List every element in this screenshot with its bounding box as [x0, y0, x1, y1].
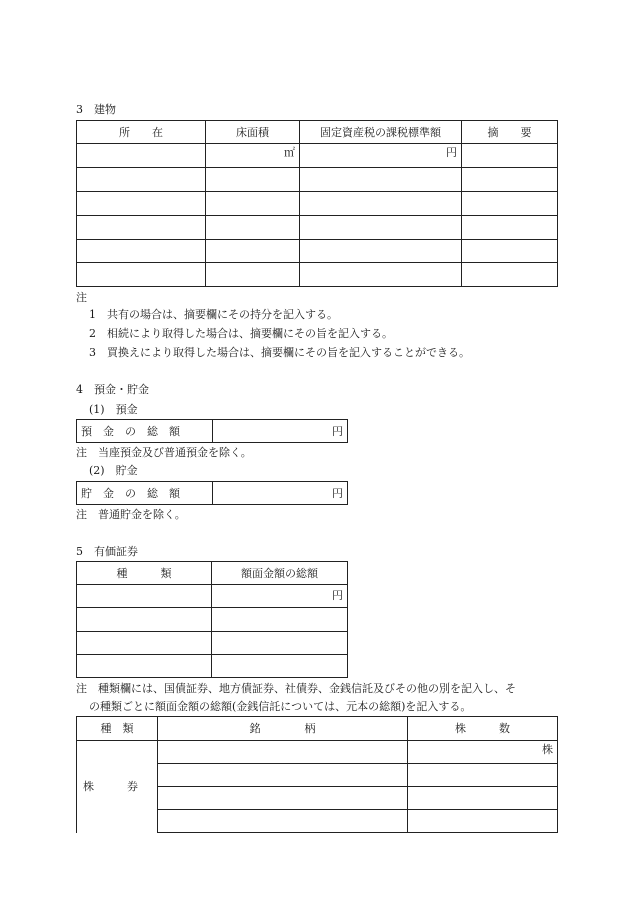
securities-table [76, 561, 348, 678]
cell [77, 144, 206, 168]
cell [462, 144, 558, 168]
securities-note-line-1: 注 種類欄には、国債証券、地方債証券、社債券、金銭信託及びその他の別を記入し、そ [76, 682, 516, 695]
postal-total-value: 円 [213, 482, 348, 505]
postal-total-table [76, 481, 348, 505]
savings-total-table [76, 419, 348, 443]
cell-share-unit: 株 [408, 741, 558, 764]
table-row [77, 192, 558, 216]
col-type: 種 類 [77, 562, 212, 585]
table-row [77, 655, 348, 678]
col-remarks: 摘 要 [462, 121, 558, 144]
buildings-note-2: 2 相続により取得した場合は、摘要欄にその旨を記入する。 [89, 327, 393, 340]
col-issue-name: 銘 柄 [158, 717, 408, 741]
table-row [77, 585, 348, 608]
stocks-row-label: 株 券 [77, 741, 158, 833]
section-5-heading: 5 有価証券 [76, 545, 138, 558]
buildings-note-1: 1 共有の場合は、摘要欄にその持分を記入する。 [89, 308, 338, 321]
col-face-value-total: 額面金額の総額 [212, 562, 348, 585]
postal-note: 注 普通貯金を除く。 [76, 508, 186, 521]
savings-total-value: 円 [213, 420, 348, 443]
securities-note-line-2: の種類ごとに額面金額の総額(金銭信託については、元本の総額)を記入する。 [89, 700, 472, 713]
postal-total-label: 貯 金 の 総 額 [77, 482, 213, 505]
cell-yen-unit: 円 [300, 144, 462, 168]
table-row [77, 632, 348, 655]
table-row [77, 263, 558, 287]
col-location: 所 在 [77, 121, 206, 144]
section-3-heading: 3 建物 [76, 103, 116, 116]
buildings-table [76, 120, 558, 287]
section-4-heading: 4 預金・貯金 [76, 383, 149, 396]
buildings-note-3: 3 買換えにより取得した場合は、摘要欄にその旨を記入することができる。 [89, 346, 470, 359]
postal-savings-heading: (2) 貯金 [89, 464, 138, 477]
table-row [77, 144, 558, 168]
col-share-count: 株 数 [408, 717, 558, 741]
table-row [77, 240, 558, 263]
cell-yen-unit: 円 [212, 585, 348, 608]
col-assessed-value: 固定資産税の課税標準額 [300, 121, 462, 144]
savings-heading: (1) 預金 [89, 403, 138, 416]
cell-area-unit: ㎡ [206, 144, 300, 168]
table-row [77, 741, 558, 764]
buildings-note-label: 注 [76, 291, 87, 304]
savings-note: 注 当座預金及び普通預金を除く。 [76, 446, 252, 459]
stocks-table [76, 716, 558, 833]
savings-total-label: 預 金 の 総 額 [77, 420, 213, 443]
table-row [77, 216, 558, 240]
col-floor-area: 床面積 [206, 121, 300, 144]
col-stock-type: 種 類 [77, 717, 158, 741]
table-row [77, 168, 558, 192]
table-row [77, 608, 348, 632]
